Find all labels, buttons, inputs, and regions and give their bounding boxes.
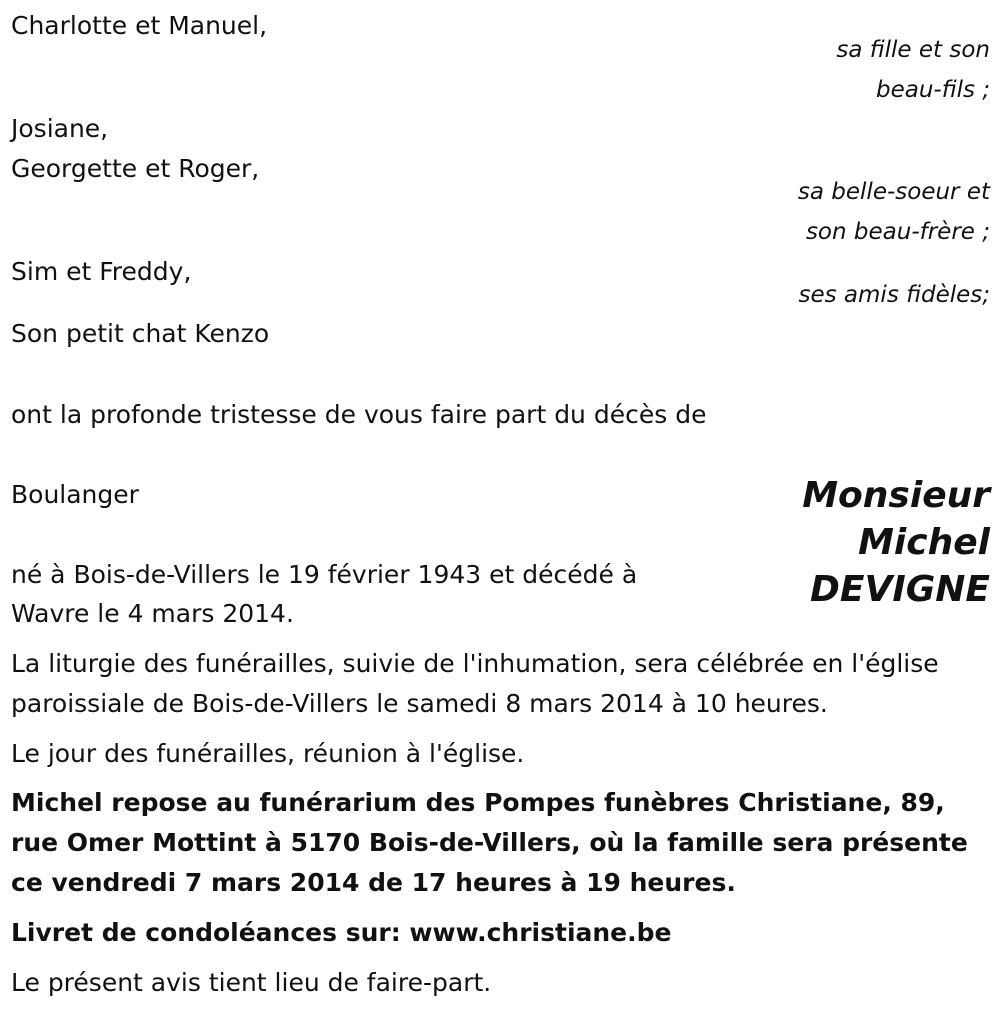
family-daughter-relation-1: sa fille et son bbox=[836, 37, 990, 63]
family-sister-in-law-2: Georgette et Roger, bbox=[11, 154, 260, 183]
birth-death-line-1: né à Bois-de-Villers le 19 février 1943 et décédé à bbox=[11, 560, 638, 589]
notice-line: Le présent avis tient lieu de faire-part. bbox=[11, 968, 492, 997]
liturgy-paragraph: La liturgie des funérailles, suivie de l'inhumation, sera célébrée en l'église paroissiale de Bois-de-Villers le samedi 8 mars 2014 à 10 heures. bbox=[11, 649, 939, 718]
deceased-first-name: Michel bbox=[858, 522, 990, 563]
family-daughter-relation-2: beau-fils ; bbox=[875, 77, 990, 103]
family-friends-names: Sim et Freddy, bbox=[11, 257, 192, 286]
birth-death-line-2: Wavre le 4 mars 2014. bbox=[11, 599, 294, 628]
meeting-paragraph: Le jour des funérailles, réunion à l'église. bbox=[11, 739, 525, 768]
family-daughter-names: Charlotte et Manuel, bbox=[11, 11, 268, 40]
funerarium-paragraph: Michel repose au funérarium des Pompes funèbres Christiane, 89, rue Omer Mottint à 5170 Bois-de-Villers, où la famille sera présente ce vendredi 7 mars 2014 de 17 heures à 19 heures. bbox=[11, 788, 968, 897]
family-friends-relation: ses amis fidèles; bbox=[798, 282, 990, 308]
deceased-title: Monsieur bbox=[802, 475, 990, 516]
family-sister-relation-2: son beau-frère ; bbox=[805, 219, 990, 245]
family-sister-relation-1: sa belle-soeur et bbox=[797, 179, 990, 205]
deceased-profession: Boulanger bbox=[11, 480, 139, 509]
condolences-line: Livret de condoléances sur: www.christiane.be bbox=[11, 918, 672, 947]
family-sister-in-law-1: Josiane, bbox=[11, 114, 109, 143]
family-cat: Son petit chat Kenzo bbox=[11, 319, 270, 348]
deceased-name bbox=[802, 472, 990, 613]
deceased-last-name: DEVIGNE bbox=[810, 569, 990, 610]
announcement-intro: ont la profonde tristesse de vous faire part du décès de bbox=[11, 400, 707, 429]
